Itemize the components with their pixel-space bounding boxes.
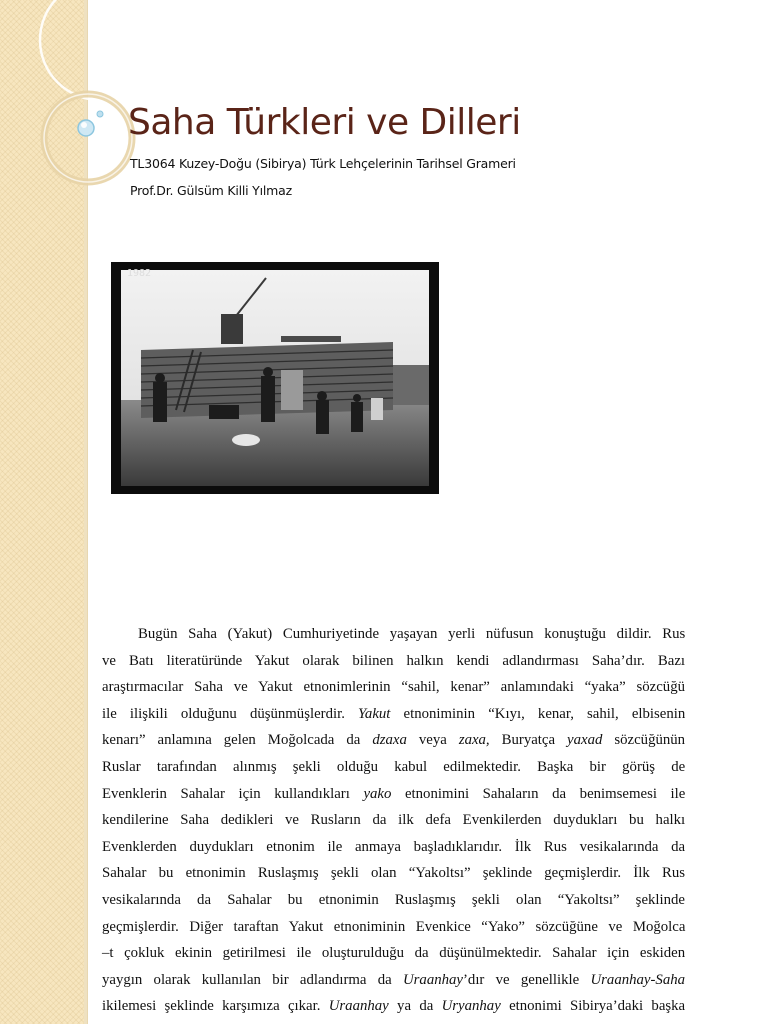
body-text-segment: Buryatça [489,732,568,749]
body-text-segment: –t çokluk ekinin getirilmesi ile oluşturulduğu da düşünülmektedir. Sahalar için eskiden [102,945,686,962]
body-line [102,807,685,834]
author-subtitle: Prof.Dr. Gülsüm Killi Yılmaz [130,183,292,198]
body-text-segment: veya [406,732,459,749]
body-line [102,648,685,675]
body-line [102,781,685,808]
body-text-segment: ’dır ve genellikle [463,971,591,988]
italic-term: Uryanhay [441,998,501,1015]
slide-title: Saha Türkleri ve Dilleri [128,102,521,143]
body-text-segment: yaygın olarak kullanılan bir adlandırma da [102,971,403,988]
body-line [102,701,685,728]
body-text-segment: ikilemesi şeklinde karşımıza çıkar. [102,998,329,1015]
body-text-segment: sözcüğünün [602,732,686,749]
body-text-segment: geçmişlerdir. Diğer taraftan Yakut etnoniminin Evenkice “Yako” sözcüğüne ve Moğolca [102,918,686,935]
body-line [102,674,685,701]
body-text-segment: ve Batı literatüründe Yakut olarak bilinen halkın kendi adlandırması Saha’dır. Bazı [102,652,685,669]
historical-photo [111,262,439,494]
body-text-segment: etnonimi Sibirya’daki başka [500,998,686,1015]
body-line [102,940,685,967]
body-text-segment: vesikalarında da Sahalar bu etnonimin Ruslaşmış şekli olan “Yakoltsı” şeklinde [102,891,685,908]
body-line [102,754,685,781]
body-line [102,727,685,754]
body-line [102,621,685,648]
course-subtitle: TL3064 Kuzey-Doğu (Sibirya) Türk Lehçelerinin Tarihsel Grameri [130,156,516,171]
photo-year-mark: 1982 [127,268,152,279]
italic-term: Yakut [358,705,391,722]
body-text-segment: Evenklerin Sahalar için kullandıkları [102,785,364,802]
body-text-segment: Sahalar bu etnonimin Ruslaşmış şekli olan “Yakoltsı” şeklinde geçmişlerdir. İlk Rus [102,865,685,882]
body-text-segment: Ruslar tarafından alınmış şekli olduğu kabul edilmektedir. Başka bir görüş de [102,758,686,775]
body-line [102,993,685,1020]
body-text-segment: Bugün Saha (Yakut) Cumhuriyetinde yaşayan yerli nüfusun konuştuğu dildir. Rus [138,626,686,642]
body-text-segment: etnoniminin “Kıyı, kenar, sahil, elbisenin [390,705,686,722]
italic-term: Uraanhay [402,971,463,988]
body-line [102,834,685,861]
italic-term: dzaxa [372,732,407,749]
body-text-segment: ya da [388,998,442,1015]
body-text-segment: kenarı” anlamına gelen Moğolcada da [102,732,373,749]
italic-term: yako [363,785,392,802]
body-line [102,860,685,887]
body-line [102,887,685,914]
body-line [102,967,685,994]
italic-term: yaxad [567,732,603,749]
photo-image [121,270,429,486]
italic-term: Uraanhay [328,998,389,1015]
body-text-segment: araştırmacılar Saha ve Yakut etnonimlerinin “sahil, kenar” anlamındaki “yaka” sözcüğü [102,679,685,696]
decorative-circles [0,0,130,200]
italic-term: zaxa, [458,732,490,749]
italic-term: Uraanhay-Saha [590,971,686,988]
body-text-segment: ile ilişkili olduğunu düşünmüşlerdir. [102,705,359,722]
body-text-segment: Evenklerden duydukları etnonim ile anmaya başladıklarıdır. İlk Rus vesikalarında da [102,838,686,855]
body-text-segment: etnonimini Sahaların da benimsemesi ile [391,785,686,802]
body-text-segment: kendilerine Saha dedikleri ve Rusların da ilk defa Evenkilerden duydukları bu halkı [102,812,686,829]
body-paragraph [102,621,685,1020]
body-line [102,914,685,941]
